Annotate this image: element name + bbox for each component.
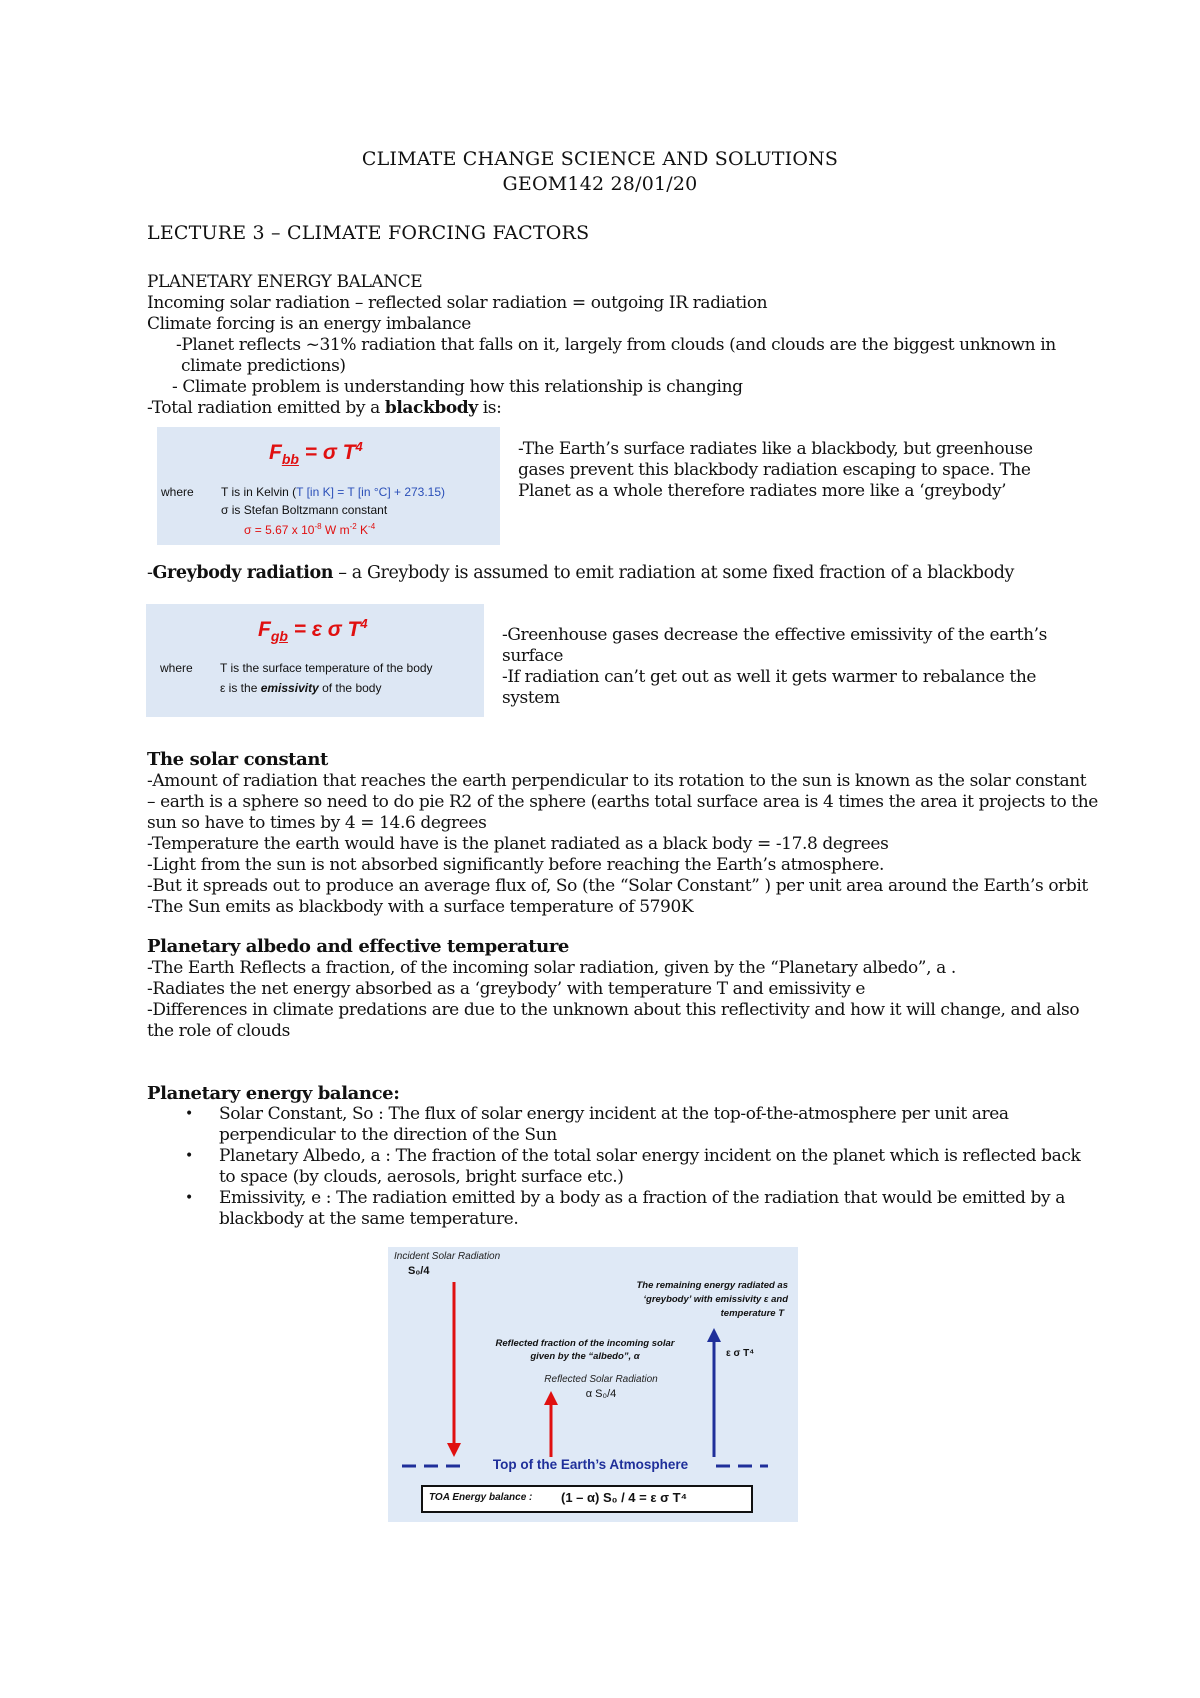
solar-line-2: – earth is a sphere so need to do pie R2 of the sphere (earths total surface area is 4 times the area it projects to the	[147, 792, 1098, 812]
bullet-2: •	[185, 1148, 194, 1164]
lecture-title: LECTURE 3 – CLIMATE FORCING FACTORS	[147, 222, 590, 244]
greybody-formula-box	[146, 604, 484, 717]
stefan-boltzmann-line: σ is Stefan Boltzmann constant	[221, 503, 388, 517]
kelvin-line: T is in Kelvin (T [in K] = T [in °C] + 273.15)	[221, 485, 446, 499]
solar-line-7: -The Sun emits as blackbody with a surface temperature of 5790K	[147, 897, 694, 917]
peb-line-5: - Climate problem is understanding how this relationship is changing	[172, 377, 743, 397]
where-label-2: where	[160, 661, 193, 675]
greybody-line: -Greybody radiation – a Greybody is assumed to emit radiation at some fixed fraction of a blackbody	[147, 563, 1015, 583]
greybody-note-3: -If radiation can’t get out as well it gets warmer to rebalance the	[502, 667, 1037, 687]
peb-heading: PLANETARY ENERGY BALANCE	[147, 272, 423, 292]
course-code-date: GEOM142 28/01/20	[502, 173, 698, 195]
greybody-formula: $F_{gb} = \varepsilon$ σ $T^4$	[258, 616, 368, 645]
albedo-line-1: -The Earth Reflects a fraction, of the incoming solar radiation, given by the “Planetary albedo”, a .	[147, 958, 956, 978]
reflected-label: Reflected Solar Radiation	[544, 1374, 658, 1385]
greybody-note-2: surface	[502, 646, 564, 666]
remaining-line-2: ‘greybody’ with emissivity ε and	[643, 1294, 788, 1305]
energy-bullet-1b: perpendicular to the direction of the Sun	[219, 1125, 557, 1145]
solar-constant-heading: The solar constant	[147, 749, 328, 770]
bullet-1: •	[185, 1106, 194, 1122]
toa-energy-diagram	[388, 1247, 798, 1522]
toa-balance-label: TOA Energy balance :	[429, 1492, 533, 1503]
peb-line-2: Climate forcing is an energy imbalance	[147, 314, 471, 334]
incident-label: Incident Solar Radiation	[394, 1251, 501, 1262]
solar-line-4: -Temperature the earth would have is the planet radiated as a black body = -17.8 degrees	[147, 834, 889, 854]
solar-line-3: sun so have to times by 4 = 14.6 degrees	[147, 813, 487, 833]
emitted-value: ε σ T⁴	[726, 1348, 755, 1359]
energy-bullet-1a: Solar Constant, So : The flux of solar energy incident at the top-of-the-atmosphere per unit area	[219, 1104, 1009, 1124]
energy-bullet-3a: Emissivity, e : The radiation emitted by a body as a fraction of the radiation that would be emitted by a	[219, 1188, 1065, 1208]
albedo-line-3: -Differences in climate predations are due to the unknown about this reflectivity and how it will change, and also	[147, 1000, 1080, 1020]
albedo-line-4: the role of clouds	[147, 1021, 290, 1041]
sigma-value: σ = 5.67 x $10^{-8}$ W $m^{-2}$ $K^{-4}$	[244, 522, 376, 537]
incident-arrow-head	[447, 1443, 461, 1457]
surface-temp-line: T is the surface temperature of the body	[220, 661, 433, 675]
blackbody-note-2: gases prevent this blackbody radiation escaping to space. The	[518, 460, 1031, 480]
where-label: where	[161, 485, 194, 499]
energy-bullet-2b: to space (by clouds, aerosols, bright surface etc.)	[219, 1167, 624, 1187]
peb-line-1: Incoming solar radiation – reflected solar radiation = outgoing IR radiation	[147, 293, 768, 313]
toa-balance-equation: (1 – α) S₀ / 4 = ε σ T⁴	[561, 1490, 688, 1505]
solar-line-6: -But it spreads out to produce an average flux of, So (the “Solar Constant” ) per unit area around the Earth’s orbit	[147, 876, 1088, 896]
albedo-line-2: -Radiates the net energy absorbed as a ‘greybody’ with temperature T and emissivity e	[147, 979, 866, 999]
emitted-arrow-head	[707, 1328, 721, 1342]
toa-balance-box	[421, 1485, 753, 1513]
solar-line-1: -Amount of radiation that reaches the earth perpendicular to its rotation to the sun is known as the solar constant	[147, 771, 1087, 791]
energy-bullet-2a: Planetary Albedo, a : The fraction of the total solar energy incident on the planet which is reflected back	[219, 1146, 1081, 1166]
peb-line-4: climate predictions)	[181, 356, 346, 376]
bullet-3: •	[185, 1190, 194, 1206]
emissivity-line: ε is the emissivity of the body	[220, 681, 382, 695]
incident-value: S₀/4	[408, 1265, 430, 1277]
reflected-line-1: Reflected fraction of the incoming solar	[495, 1338, 675, 1349]
energy-bullet-3b: blackbody at the same temperature.	[219, 1209, 519, 1229]
greybody-note-4: system	[502, 688, 560, 708]
albedo-heading: Planetary albedo and effective temperature	[147, 936, 569, 957]
reflected-line-2: given by the “albedo”, α	[530, 1351, 640, 1362]
solar-line-5: -Light from the sun is not absorbed significantly before reaching the Earth’s atmosphere.	[147, 855, 885, 875]
toa-label: Top of the Earth’s Atmosphere	[492, 1457, 689, 1472]
blackbody-note-1: -The Earth’s surface radiates like a blackbody, but greenhouse	[518, 439, 1033, 459]
reflected-value: α S₀/4	[585, 1388, 617, 1400]
remaining-line-3: temperature T	[720, 1308, 784, 1319]
energy-balance-heading: Planetary energy balance:	[147, 1083, 400, 1104]
peb-line-3: -Planet reflects ~31% radiation that falls on it, largely from clouds (and clouds are the biggest unknown in	[176, 335, 1056, 355]
blackbody-formula: $F_{bb} = \sigma$ $T^4$	[269, 439, 363, 468]
remaining-line-1: The remaining energy radiated as	[636, 1280, 788, 1291]
greybody-note-1: -Greenhouse gases decrease the effective emissivity of the earth’s	[502, 625, 1047, 645]
blackbody-note-3: Planet as a whole therefore radiates more like a ‘greybody’	[518, 481, 1007, 501]
course-title: CLIMATE CHANGE SCIENCE AND SOLUTIONS	[361, 148, 839, 170]
blackbody-formula-box	[157, 427, 500, 545]
peb-line-6: -Total radiation emitted by a blackbody is:	[147, 398, 502, 418]
